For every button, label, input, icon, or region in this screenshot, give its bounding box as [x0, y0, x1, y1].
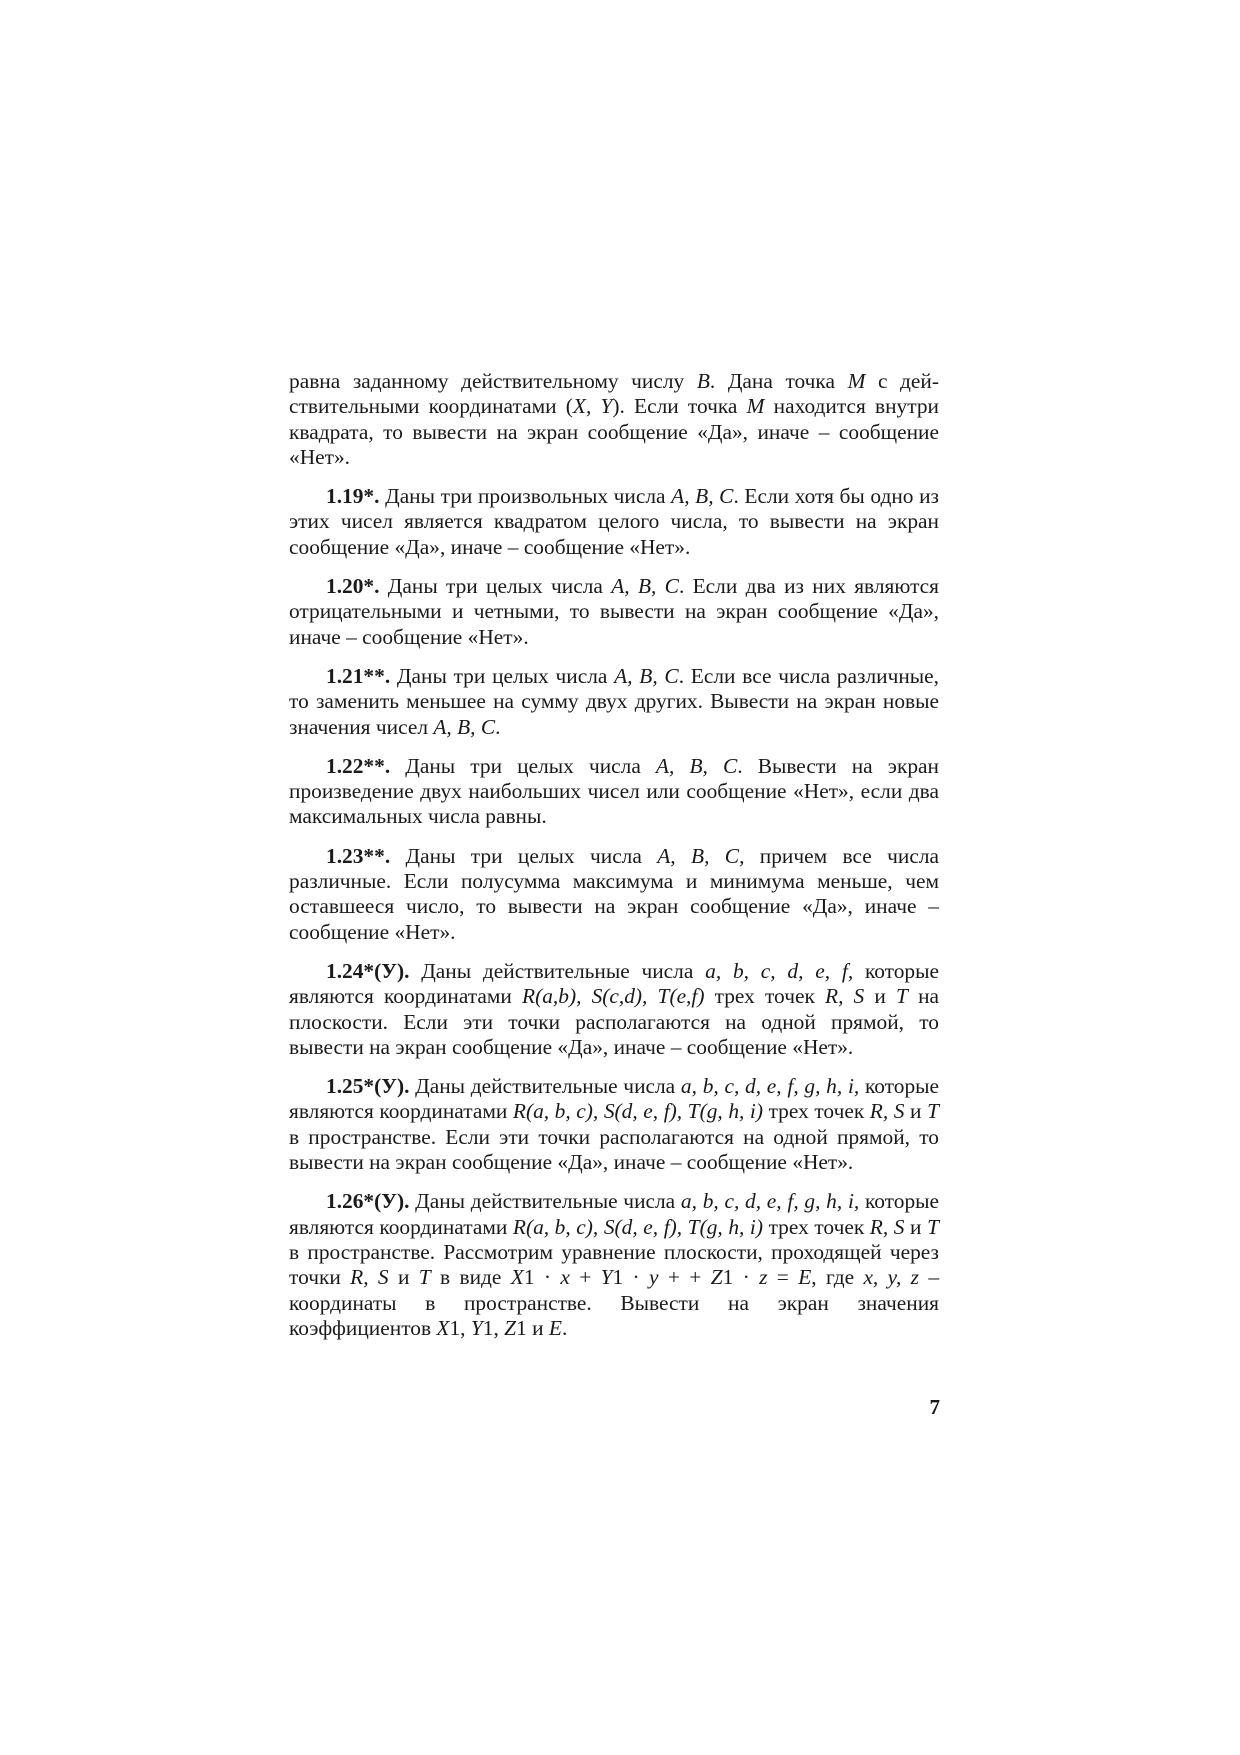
text-run: 1 ·: [523, 1265, 561, 1290]
math-variable: T: [896, 984, 908, 1009]
task-number: 1.20*.: [326, 574, 380, 599]
text-run: Даны действительные числа: [409, 1074, 681, 1099]
task-paragraph: [289, 574, 939, 650]
task-number: 1.22**.: [326, 753, 391, 778]
task-paragraph: [289, 959, 939, 1060]
math-variable: R, S: [825, 984, 865, 1009]
text-run: 1,: [482, 1315, 505, 1340]
task-number: 1.24*(У).: [326, 958, 410, 983]
math-variable: Y: [470, 1315, 483, 1340]
math-variable: z: [759, 1265, 768, 1290]
text-run: трех точек: [763, 1099, 870, 1124]
math-variable: a, b, c, d, e, f,: [705, 958, 854, 983]
text-run: которые являются координатами: [289, 1189, 940, 1239]
text-run: Даны три целых числа: [379, 574, 612, 599]
math-variable: E: [548, 1315, 562, 1340]
task-paragraph: [289, 844, 939, 945]
text-run: равна заданному действительному числу: [289, 369, 697, 393]
text-run: 1,: [449, 1315, 471, 1340]
task-number: 1.23**.: [326, 843, 391, 868]
math-variable: A, B, C: [655, 753, 738, 778]
text-run: , причем все числа различные. Если полусумма максимума и минимума меньше, чем оставшееся число, то вывести на экран сообщение «Да», иначе – сообщение «Нет».: [289, 843, 940, 944]
continued-paragraph: [289, 369, 939, 470]
math-variable: Z: [710, 1265, 723, 1290]
task-paragraph: [289, 484, 939, 560]
math-variable: a, b, c, d, e, f, g, h, i,: [680, 1189, 860, 1214]
text-run: и: [388, 1265, 419, 1290]
text-run: и: [904, 1214, 928, 1239]
math-variable: A, B, C: [614, 663, 679, 688]
text-run: которые являются координатами: [289, 1074, 940, 1124]
text-run: =: [767, 1265, 799, 1290]
math-variable: x, y, z: [863, 1265, 919, 1290]
math-variable: R, S: [869, 1099, 905, 1124]
text-run: Даны три целых числа: [390, 843, 658, 868]
text-run: , где: [811, 1265, 864, 1290]
math-variable: T: [927, 1214, 939, 1239]
text-run: Даны действительные числа: [409, 1189, 681, 1214]
text-run: – координаты в пространстве. Вывести на экран значения коэффициентов: [289, 1265, 940, 1340]
text-run: находится внутри квадрата, то вывести на экран сообщение «Да», иначе – сообщение «Нет».: [289, 394, 939, 469]
math-variable: R(a, b, c), S(d, e, f), T(g, h, i): [512, 1214, 763, 1239]
text-run: трех точек: [763, 1214, 870, 1239]
math-variable: X: [510, 1265, 524, 1290]
text-run: трех точек: [704, 984, 825, 1009]
math-variable: R, S: [869, 1214, 905, 1239]
task-paragraph: [289, 1074, 939, 1175]
math-variable: X: [436, 1315, 450, 1340]
text-run: Даны три целых числа: [390, 753, 656, 778]
task-number: 1.26*(У).: [326, 1189, 410, 1214]
math-variable: X, Y: [572, 394, 613, 419]
text-run: которые являются координатами: [289, 958, 939, 1009]
math-variable: T: [927, 1099, 939, 1124]
page-number: 7: [929, 1395, 940, 1419]
math-variable: A, B, C: [657, 843, 740, 868]
math-variable: R, S: [350, 1265, 389, 1290]
text-run: 1 ·: [722, 1265, 760, 1290]
text-run: на плоскости. Если эти точки располагаются на одной прямой, то вывести на экран сообщение «Да», иначе – сообщение «Нет».: [289, 984, 940, 1059]
math-variable: T: [418, 1265, 431, 1290]
task-paragraph: [289, 754, 939, 830]
page-body: [289, 369, 939, 1355]
text-run: Даны действительные числа: [409, 958, 706, 983]
math-variable: M: [847, 369, 866, 393]
math-variable: A, B, C: [671, 484, 734, 509]
text-run: . Если хотя бы одно из этих чисел является квадратом целого числа, то вывести на экран сообщение «Да», иначе – сообщение «Нет».: [289, 484, 939, 559]
task-number: 1.21**.: [326, 663, 391, 688]
text-run: с действительными координатами (: [289, 369, 939, 419]
text-run: в пространстве. Если эти точки располагаются на одной прямой, то вывести на экран сообщение «Да», иначе – сообщение «Нет».: [289, 1124, 939, 1175]
text-run: .: [495, 714, 501, 739]
math-variable: R(a,b), S(c,d), T(e,f): [522, 984, 705, 1009]
task-paragraph: [289, 1189, 939, 1341]
text-run: 1 ·: [612, 1265, 650, 1290]
math-variable: a, b, c, d, e, f, g, h, i,: [680, 1074, 860, 1099]
math-variable: Y: [600, 1265, 613, 1290]
text-run: Даны три целых числа: [390, 663, 615, 688]
text-run: Даны три произвольных числа: [379, 484, 672, 509]
text-run: . Если все числа различные, то заменить меньшее на сумму двух других. Вывести на экран новые значения чисел: [289, 663, 939, 739]
math-variable: E: [798, 1265, 812, 1290]
task-number: 1.25*(У).: [326, 1074, 410, 1099]
text-run: 1 и: [516, 1315, 549, 1340]
text-run: в виде: [430, 1265, 511, 1290]
math-variable: Z: [504, 1315, 517, 1340]
math-variable: B: [696, 369, 710, 393]
math-variable: x: [560, 1265, 570, 1290]
task-paragraph: [289, 664, 939, 740]
text-run: .: [562, 1315, 568, 1340]
task-number: 1.19*.: [326, 484, 380, 509]
text-run: +: [569, 1265, 601, 1290]
math-variable: A, B, C: [611, 574, 679, 599]
text-run: и: [864, 984, 897, 1009]
text-run: + +: [658, 1265, 711, 1290]
text-run: . Дана точка: [709, 369, 848, 393]
text-run: . Вывести на экран произведение двух наибольших чисел или сообщение «Нет», если два максимальных числа равны.: [289, 753, 939, 829]
text-run: в пространстве. Рассмотрим уравнение плоскости, проходящей через точки: [289, 1239, 939, 1290]
math-variable: A, B, C: [433, 714, 496, 739]
math-variable: M: [746, 394, 765, 419]
text-run: ). Если точка: [612, 394, 747, 419]
math-variable: y: [649, 1265, 659, 1290]
text-run: и: [904, 1099, 928, 1124]
text-run: . Если два из них являются отрицательными и четными, то вывести на экран сообщение «Да», иначе – сообщение «Нет».: [289, 574, 940, 649]
math-variable: R(a, b, c), S(d, e, f), T(g, h, i): [512, 1099, 763, 1124]
